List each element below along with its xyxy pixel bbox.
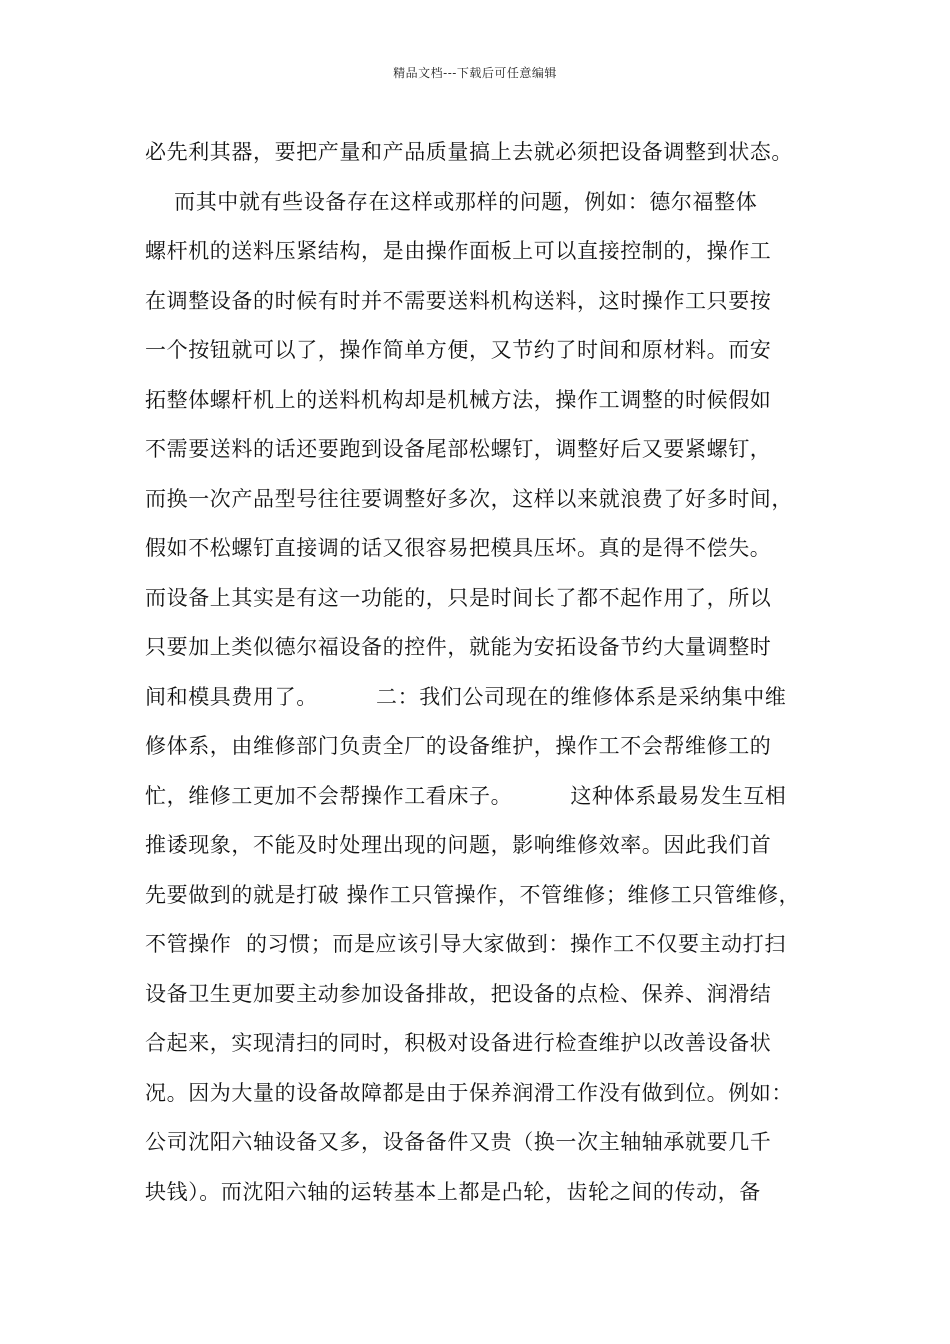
text-line: 推诿现象，不能及时处理出现的问题，影响维修效率。因此我们首	[145, 833, 772, 857]
text-line: 不管操作 的习惯；而是应该引导大家做到：操作工不仅要主动打扫	[145, 932, 786, 956]
text-line: 而设备上其实是有这一功能的，只是时间长了都不起作用了，所以	[145, 585, 772, 610]
text-line: 拓整体螺杆机上的送料机构却是机械方法，操作工调整的时候假如	[145, 387, 772, 412]
text-line: 假如不松螺钉直接调的话又很容易把模具压坏。真的是得不偿失。	[145, 536, 772, 560]
text-line: 合起来，实现清扫的同时，积极对设备进行检查维护以改善设备状	[145, 1031, 772, 1055]
text-line: 修体系，由维修部门负责全厂的设备维护，操作工不会帮维修工的	[145, 734, 772, 758]
text-line: 在调整设备的时候有时并不需要送料机构送料，这时操作工只要按	[145, 288, 772, 313]
text-line: 螺杆机的送料压紧结构，是由操作面板上可以直接控制的，操作工	[145, 239, 772, 263]
text-line: 块钱）。而沈阳六轴的运转基本上都是凸轮，齿轮之间的传动，备	[145, 1179, 761, 1204]
text-line: 忙，维修工更加不会帮操作工看床子。 这种体系最易发生互相	[145, 783, 787, 808]
text-line: 设备卫生更加要主动参加设备排故，把设备的点检、保养、润滑结	[145, 981, 772, 1006]
text-line: 不需要送料的话还要跑到设备尾部松螺钉，调整好后又要紧螺钉，	[145, 437, 772, 461]
text-line: 一个按钮就可以了，操作简单方便，又节约了时间和原材料。而安	[145, 338, 772, 362]
text-line: 况。因为大量的设备故障都是由于保养润滑工作没有做到位。例如：	[145, 1080, 793, 1105]
page-header: 精品文档---下载后可任意编辑	[393, 66, 557, 80]
text-line: 而换一次产品型号往往要调整好多次，这样以来就浪费了好多时间，	[145, 486, 793, 511]
text-line: 先要做到的就是打破 操作工只管操作，不管维修；维修工只管维修，	[145, 882, 801, 907]
text-line: 公司沈阳六轴设备又多，设备备件又贵（换一次主轴轴承就要几千	[145, 1130, 772, 1154]
body-text	[145, 128, 835, 1217]
text-line: 必先利其器，要把产量和产品质量搞上去就必须把设备调整到状态。	[145, 140, 793, 164]
text-line: 间和模具费用了。 二：我们公司现在的维修体系是采纳集中维	[145, 684, 787, 709]
text-line: 只要加上类似德尔福设备的控件，就能为安拓设备节约大量调整时	[145, 635, 772, 659]
text-line: 而其中就有些设备存在这样或那样的问题，例如：德尔福整体	[145, 189, 758, 214]
